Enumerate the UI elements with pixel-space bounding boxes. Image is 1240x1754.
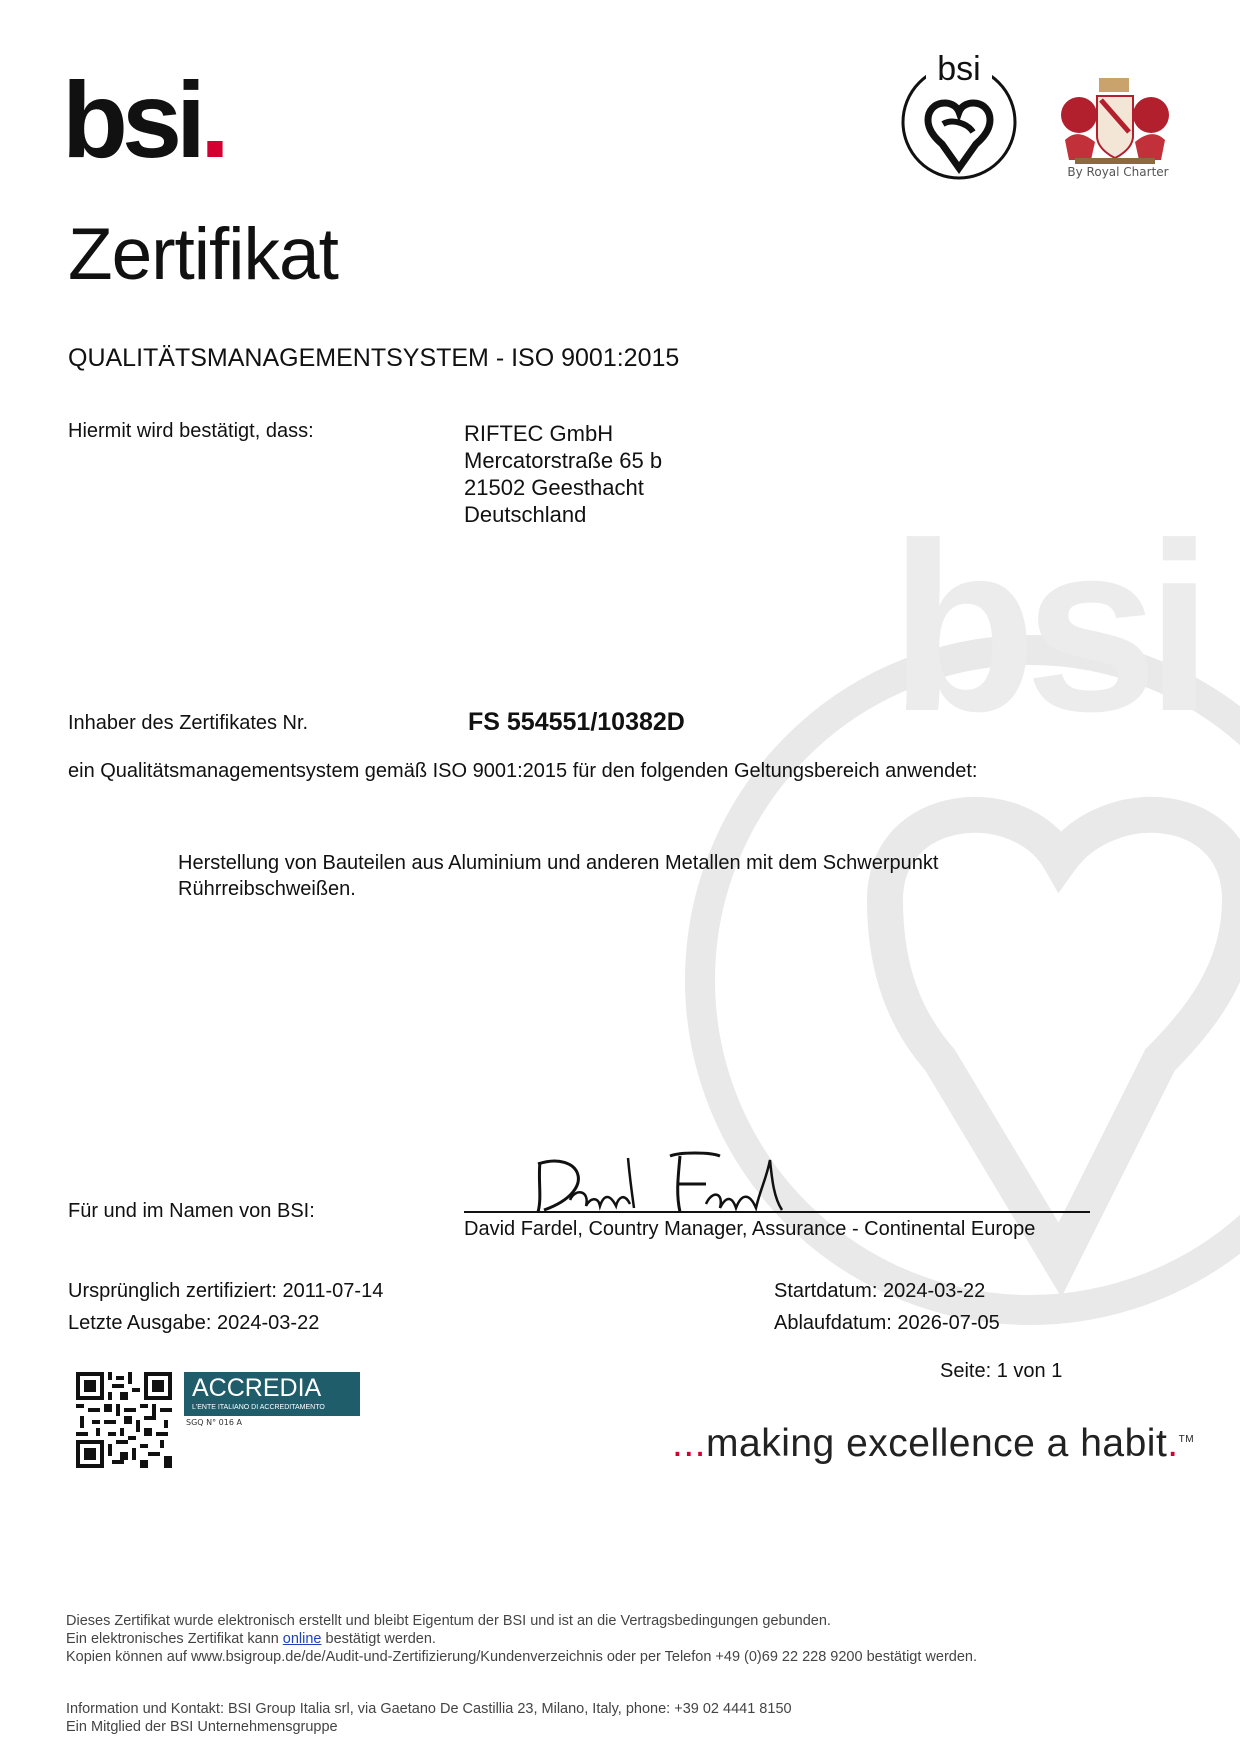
footer-line-4: Information und Kontakt: BSI Group Italia srl, via Gaetano De Castillia 23, Milano, Italy, phone: +39 02 4441 8150 [66,1701,792,1717]
accredia-name: ACCREDIA [192,1374,322,1402]
kitemark-text: bsi [937,50,981,88]
scope-text: Herstellung von Bauteilen aus Aluminium und anderen Metallen mit dem Schwerpunkt Rührreibschweißen. [178,852,939,900]
original-certification [68,1280,383,1303]
signatory-name: David Fardel, Country Manager, Assurance - Continental Europe [464,1218,1036,1240]
certificate-number: FS 554551/10382D [468,708,685,736]
expiry-date [774,1312,1000,1335]
company-city: 21502 Geesthacht [464,475,644,500]
start-date [774,1280,985,1303]
start-value: 2024-03-22 [882,1280,986,1302]
footer-line-2: Ein elektronisches Zertifikat kann online bestätigt werden. [66,1631,436,1647]
company-address [464,420,662,528]
original-value: 2011-07-14 [282,1280,384,1302]
online-link[interactable]: online [282,1631,322,1647]
signature-line [464,1211,1090,1213]
company-country: Deutschland [464,502,587,527]
royal-crest-icon [1055,70,1175,170]
slogan-suffix: . [1167,1422,1179,1465]
start-label: Startdatum: [774,1280,878,1302]
footer-contact [66,1700,792,1736]
crest-caption: By Royal Charter [1067,165,1169,179]
last-issue-value: 2024-03-22 [217,1312,320,1334]
svg-text:bsi: bsi [890,500,1201,761]
bsi-watermark [640,500,1240,1380]
page-value: 1 von 1 [996,1360,1063,1382]
kitemark-icon [898,50,1020,185]
page-indicator [940,1360,1062,1383]
last-issue [68,1312,319,1335]
slogan-text: making excellence a habit [706,1422,1168,1465]
qr-code-icon[interactable] [76,1372,172,1468]
slogan [672,1422,1194,1466]
original-label: Ursprünglich zertifiziert: [68,1280,277,1302]
company-name: RIFTEC GmbH [464,421,614,446]
expiry-value: 2026-07-05 [897,1312,1000,1334]
signature [520,1150,820,1220]
accredia-number: SGQ N° 016 A [186,1418,242,1427]
holder-label: Inhaber des Zertifikates Nr. [68,712,309,734]
slogan-prefix: ... [672,1422,707,1465]
scope-intro: ein Qualitätsmanagementsystem gemäß ISO 9001:2015 für den folgenden Geltungsbereich anwendet: [68,760,978,782]
footer-line-5: Ein Mitglied der BSI Unternehmensgruppe [66,1719,338,1735]
page-label: Seite: [940,1360,992,1382]
certificate-title: Zertifikat [68,214,338,295]
company-street: Mercatorstraße 65 b [464,448,663,473]
on-behalf-label: Für und im Namen von BSI: [68,1200,315,1222]
footer-line-3: Kopien können auf www.bsigroup.de/de/Audit-und-Zertifizierung/Kundenverzeichnis oder per Telefon +49 (0)69 22 228 9200 bestätigt werden. [66,1649,978,1665]
bsi-logo: bsi. [62,59,225,180]
accredia-subtitle: L'ENTE ITALIANO DI ACCREDITAMENTO [192,1404,325,1411]
footer-legal [66,1612,977,1666]
footer-line-1: Dieses Zertifikat wurde elektronisch erstellt und bleibt Eigentum der BSI und ist an die Vertragsbedingungen gebunden. [66,1613,831,1629]
confirmation-label: Hiermit wird bestätigt, dass: [68,420,314,442]
last-issue-label: Letzte Ausgabe: [68,1312,212,1334]
accredia-logo [184,1372,360,1416]
expiry-label: Ablaufdatum: [774,1312,892,1334]
trademark-mark: TM [1178,1434,1195,1445]
certificate-subtitle: QUALITÄTSMANAGEMENTSYSTEM - ISO 9001:2015 [68,344,680,372]
